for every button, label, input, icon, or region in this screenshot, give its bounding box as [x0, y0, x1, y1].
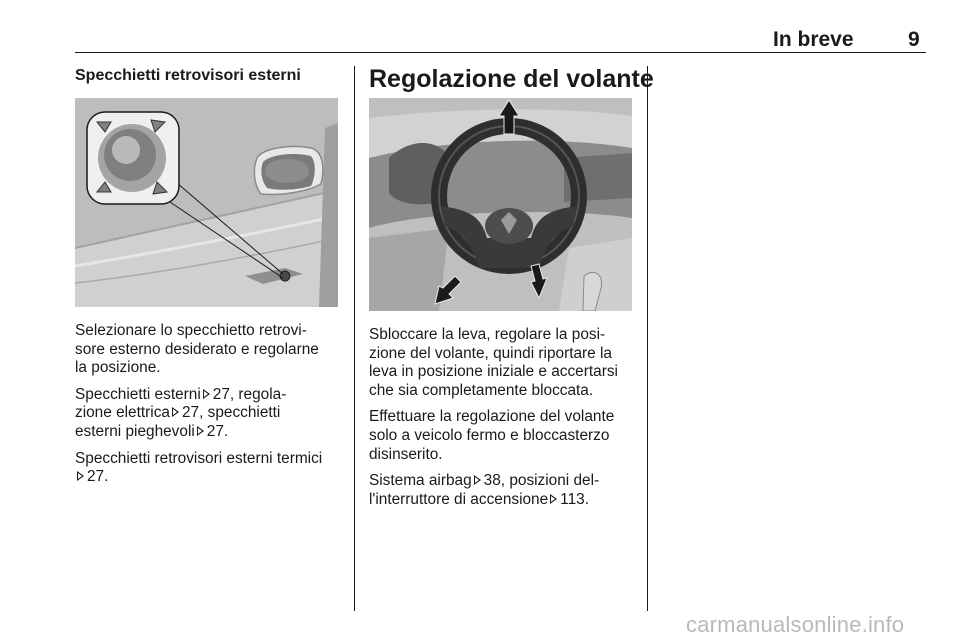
text-line: l'interruttore di accensione: [369, 490, 549, 508]
text-line: Specchietti retrovisori esterni termici: [75, 449, 323, 467]
steering-references: [369, 472, 639, 509]
steering-wheel-illustration: [369, 98, 632, 311]
mirrors-paragraph-1: [75, 322, 345, 378]
column-divider-1: [354, 66, 355, 611]
text-line: 38, posizioni del-: [483, 472, 600, 490]
text-line: Effettuare la regolazione del volante: [369, 408, 615, 426]
page-ref-arrow-icon: [474, 475, 481, 485]
text-line: Sistema airbag: [369, 472, 472, 490]
text-line: 27, specchietti: [181, 404, 281, 422]
text-line: sore esterno desiderato e regolarne: [75, 340, 319, 358]
mirrors-references-2: [75, 450, 345, 487]
page-ref-arrow-icon: [77, 471, 84, 481]
mirrors-heading: Specchietti retrovisori esterni: [75, 67, 301, 84]
text-line: Selezionare lo specchietto retrovi-: [75, 322, 307, 339]
text-line: Sbloccare la leva, regolare la posi-: [369, 326, 606, 343]
page-ref-arrow-icon: [197, 426, 204, 436]
text-line: Specchietti esterni: [75, 385, 201, 403]
page-ref-arrow-icon: [203, 389, 210, 399]
steering-paragraph-2: [369, 408, 639, 464]
text-line: esterni pieghevoli: [75, 422, 195, 440]
page-ref-arrow-icon: [550, 494, 557, 504]
page-number: 9: [908, 28, 920, 51]
header-section-title: In breve: [773, 28, 854, 51]
text-line: 113.: [560, 490, 589, 508]
text-line: la posizione.: [75, 359, 161, 377]
mirrors-text: [75, 322, 345, 495]
text-line: leva in posizione iniziale e accertarsi: [369, 363, 618, 381]
steering-text: [369, 326, 639, 517]
steering-heading: Regolazione del volante: [369, 65, 654, 93]
header-rule: [75, 52, 926, 53]
text-line: 27, regola-: [212, 385, 287, 403]
mirror-control-illustration: [75, 98, 338, 307]
text-line: che sia completamente bloccata.: [369, 381, 594, 399]
text-line: zione del volante, quindi riportare la: [369, 344, 612, 362]
steering-paragraph-1: [369, 326, 639, 400]
text-line: solo a veicolo fermo e bloccasterzo: [369, 426, 610, 444]
text-line: zione elettrica: [75, 404, 170, 422]
text-line: 27.: [87, 468, 109, 486]
mirrors-references-1: [75, 386, 345, 442]
text-line: disinserito.: [369, 445, 443, 463]
text-line: 27.: [206, 422, 229, 440]
page-ref-arrow-icon: [172, 407, 179, 417]
watermark: carmanualsonline.info: [686, 612, 905, 637]
column-divider-2: [647, 66, 648, 611]
